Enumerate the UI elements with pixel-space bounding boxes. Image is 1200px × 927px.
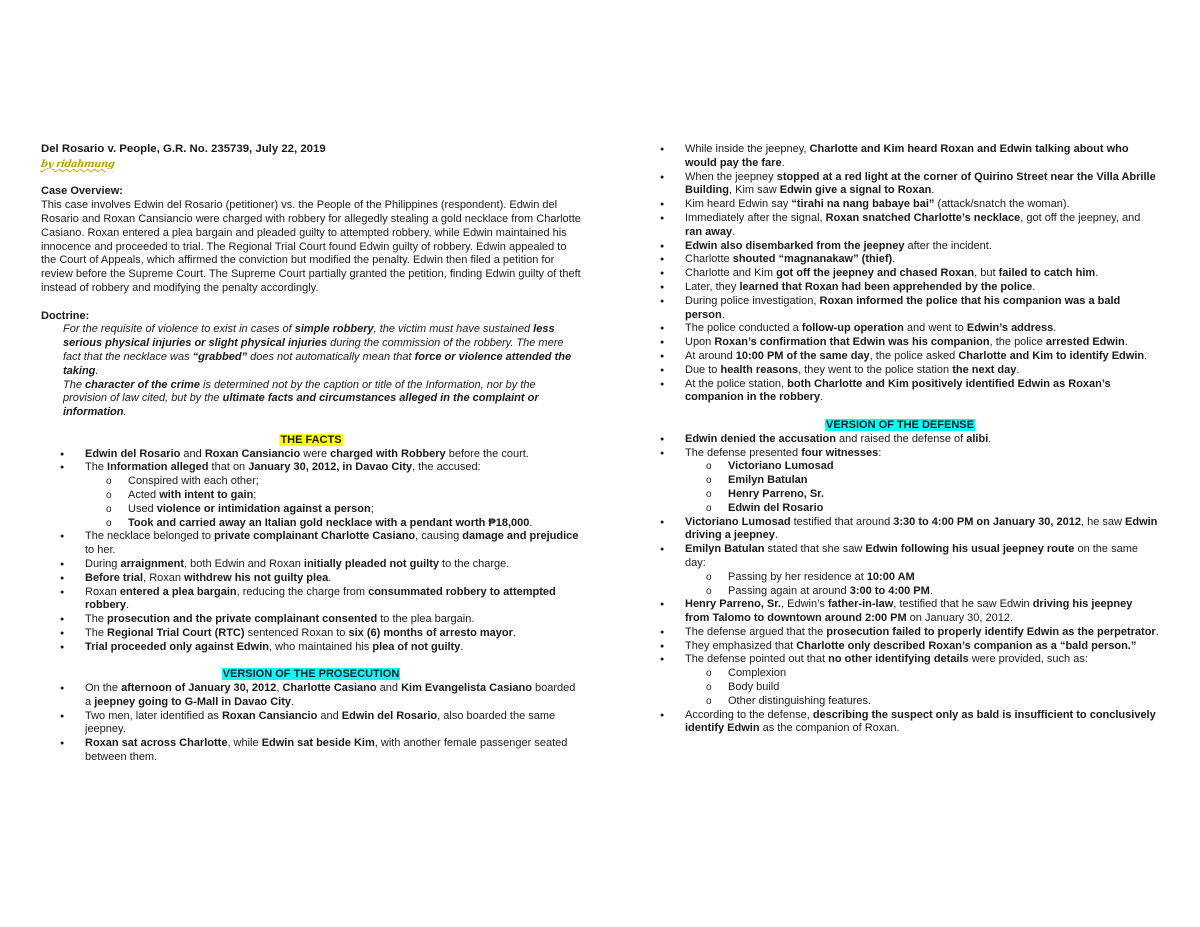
bold-text: four witnesses [801, 446, 879, 459]
list-item [641, 336, 1159, 350]
text: Passing again at around [728, 584, 850, 597]
list-item [641, 198, 1159, 212]
text: , causing [415, 530, 463, 543]
text: and went to [903, 322, 967, 335]
text: . [820, 391, 824, 404]
bold-text: prosecution and the private complainant consented [107, 613, 378, 626]
text: The necklace belonged to [85, 530, 215, 543]
list-item [641, 364, 1159, 378]
bold-text: Roxan Cansiancio [221, 709, 318, 722]
text: , Kim saw [729, 184, 780, 197]
text: . [892, 253, 896, 266]
text: . [125, 599, 130, 612]
bold-text: follow-up operation [801, 322, 904, 335]
bold-text: force or violence attended the taking [63, 350, 572, 377]
list-item [641, 171, 1159, 199]
text: and [376, 682, 402, 695]
bold-text: Roxan Cansiancio [204, 447, 301, 460]
list-item [41, 737, 581, 765]
text: While inside the jeepney, [685, 143, 810, 155]
text: . [1016, 363, 1020, 376]
bold-text: arraignment [120, 557, 185, 570]
text: The defense pointed out that [685, 653, 829, 666]
text: . [328, 571, 332, 584]
bold-text: initially pleaded not guilty [303, 557, 439, 570]
text: Other distinguishing features. [728, 694, 872, 707]
text: during the commission of the robbery. The mere fact that the necklace was [63, 337, 564, 363]
bold-text: Regional Trial Court (RTC) [107, 626, 245, 639]
list-item [41, 627, 581, 641]
text: boarded a [85, 682, 576, 708]
overview-text: This case involves Edwin del Rosario (petitioner) vs. the People of the Philippines (respondent). Edwin del Rosario and Roxan Cansiancio were charged with robbery for allegedly stealing a gold necklace from Charlotte Casiano. Roxan entered a plea bargain and pleaded guilty to attempted robbery, while Edwin maintained his innocence and proceeded to trial. The Regional Trial Court found Edwin guilty of robbery. Edwin appealed to the Court of Appeals, which affirmed the conviction but modified the penalty. Edwin then filed a petition for review before the Supreme Court. The Supreme Court partially granted the petition, finding Edwin guilty of theft instead of robbery and modifying the penalty accordingly. [41, 199, 581, 294]
list-item [641, 447, 1159, 516]
text: , [276, 682, 283, 695]
bold-text: stopped at a red light at the corner of Quirino Street near the Villa Abrille Building [685, 170, 1156, 197]
text: : [878, 446, 882, 459]
text: that on [208, 461, 249, 474]
bold-text: Kim Evangelista Casiano [401, 682, 532, 695]
bold-text: ultimate facts and circumstances alleged in the complaint or information [63, 392, 539, 419]
text: During police investigation, [685, 294, 820, 307]
bold-text: Edwin also disembarked from the jeepney [685, 239, 905, 252]
text: Charlotte and Kim [685, 267, 777, 280]
text: . [529, 516, 533, 529]
list-item [641, 598, 1159, 626]
list-item [641, 240, 1159, 254]
bold-text: character of the crime [85, 378, 200, 391]
bold-text: Before trial [85, 571, 144, 584]
text: . [781, 156, 785, 169]
text: The police conducted a [685, 322, 802, 335]
sub-list [685, 571, 1159, 599]
list-item [641, 143, 1159, 171]
text: , who maintained his [269, 640, 373, 653]
text: Due to [685, 363, 721, 376]
text: , he saw [1080, 515, 1126, 528]
text: Upon [685, 336, 715, 349]
bold-text: Victoriano Lumosad [685, 515, 791, 528]
bold-text: prosecution failed to properly identify Edwin as the perpetrator [826, 625, 1156, 638]
bold-text: Roxan’s confirmation that Edwin was his companion [714, 336, 990, 349]
text: For the requisite of violence to exist in cases of [63, 323, 295, 336]
list-item [41, 461, 581, 530]
text: The defense presented [685, 446, 802, 459]
bold-text: jeepney going to G-Mall in Davao City [94, 695, 291, 708]
text: . [774, 529, 778, 542]
bold-text: Charlotte only described Roxan’s companion as a “bald person.” [796, 639, 1137, 652]
sub-list-item [641, 502, 1159, 516]
text: , with another female passenger seated between them. [85, 737, 568, 764]
text: Kim heard Edwin say [685, 198, 792, 211]
list-item [41, 572, 581, 586]
text: , the victim must have sustained [373, 323, 534, 336]
bold-text: Charlotte Casiano [282, 682, 377, 695]
text: ; [253, 488, 257, 501]
text: . [929, 584, 933, 597]
text: . [1053, 322, 1057, 335]
sub-list-item [641, 667, 1159, 681]
bold-text: less serious physical injuries or slight physical injuries [63, 323, 555, 350]
text: Acted [128, 488, 160, 501]
sub-list [685, 667, 1159, 708]
text: , Edwin’s [781, 598, 828, 611]
sub-list-item [41, 503, 581, 517]
defense-heading-wrap [641, 419, 1159, 433]
text: When the jeepney [685, 170, 777, 183]
facts-heading: THE FACTS [280, 433, 342, 446]
text: . [1095, 267, 1099, 280]
text: Two men, later identified as [85, 709, 222, 722]
text: The defense argued that the [685, 625, 827, 638]
prosecution-list-left [41, 682, 581, 765]
list-item [41, 613, 581, 627]
bold-text: plea of not guilty [372, 640, 461, 653]
author-mark: by ridahmung [40, 158, 116, 170]
bold-text: six (6) months of arresto mayor [348, 626, 513, 639]
bold-text: Roxan snatched Charlotte’s necklace [825, 211, 1021, 224]
text: . [1155, 625, 1159, 638]
text: , got off the jeepney, and [1020, 211, 1141, 224]
text: The [85, 613, 108, 626]
text: testified that around [790, 515, 894, 528]
doctrine-paragraph-2 [41, 379, 581, 420]
text: were provided, such as: [968, 653, 1088, 666]
sub-list [685, 460, 1159, 515]
text: , Roxan [143, 571, 185, 584]
doctrine-heading: Doctrine: [41, 309, 90, 322]
bold-text: 10:00 PM of the same day [735, 349, 870, 362]
text: , the accused: [412, 461, 481, 474]
sub-list [85, 475, 581, 530]
bold-text: Edwin following his usual jeepney route [865, 543, 1075, 556]
text: before the court. [445, 447, 529, 460]
bold-text: Edwin del Rosario [728, 501, 824, 514]
sub-list-item [641, 488, 1159, 502]
bold-text: Victoriano Lumosad [728, 460, 834, 473]
sub-list-item [41, 475, 581, 489]
text: At around [685, 349, 736, 362]
list-item [641, 626, 1159, 640]
sub-list-item [41, 489, 581, 503]
text: as the companion of Roxan. [759, 722, 900, 735]
list-item [641, 709, 1159, 737]
sub-list-item [641, 585, 1159, 599]
bold-text: alibi [966, 432, 989, 445]
list-item [41, 448, 581, 462]
bold-text: the next day [952, 363, 1017, 376]
facts-heading-wrap [41, 434, 581, 448]
sub-list-item [641, 695, 1159, 709]
text: is determined not by the caption or title of the Information, nor by the provision of law cited, but by the [63, 378, 536, 405]
list-item [641, 640, 1159, 654]
text: . [732, 225, 736, 238]
bold-text: simple robbery [294, 323, 374, 336]
prosecution-list-right [641, 143, 1159, 405]
list-item [41, 530, 581, 558]
text: and [317, 709, 342, 722]
bold-text: got off the jeepney and chased Roxan [776, 267, 975, 280]
bold-text: “grabbed” [192, 350, 248, 363]
author-watermark [41, 157, 581, 172]
text: Later, they [685, 280, 740, 293]
bold-text: “tirahi na nang babaye bai” [791, 198, 935, 211]
text: Roxan [85, 585, 120, 598]
bold-text: 3:00 to 4:00 PM [849, 584, 930, 597]
bold-text: charged with Robbery [330, 447, 446, 460]
text: Immediately after the signal, [685, 211, 826, 224]
sub-list-item [641, 460, 1159, 474]
text: On the [85, 682, 122, 695]
list-item [41, 682, 581, 710]
bold-text: both Charlotte and Kim positively identified Edwin as Roxan’s companion in the robbery [685, 377, 1111, 404]
bold-text: withdrew his not guilty plea [184, 571, 329, 584]
text: At the police station, [685, 377, 788, 390]
bold-text: failed to catch him [998, 267, 1096, 280]
bold-text: Charlotte and Kim to identify Edwin [958, 349, 1145, 362]
doctrine-paragraph-1 [41, 323, 581, 378]
text: (attack/snatch the woman). [934, 198, 1070, 211]
facts-list [41, 448, 581, 655]
list-item [641, 212, 1159, 240]
text: . [512, 626, 516, 639]
bold-text: Took and carried away an Italian gold necklace with a pendant worth ₱18,000 [128, 516, 530, 529]
text: The [85, 461, 108, 474]
list-item [641, 253, 1159, 267]
text: Passing by her residence at [728, 570, 867, 583]
list-item [641, 281, 1159, 295]
text: Charlotte [685, 253, 733, 266]
bold-text: describing the suspect only as bald is insufficient to conclusively identify Edwin [685, 708, 1156, 735]
text: . [123, 406, 127, 419]
text: , reducing the charge from [236, 585, 369, 598]
bold-text: violence or intimidation against a person [156, 502, 371, 515]
bold-text: health reasons [720, 363, 799, 376]
list-item [641, 653, 1159, 708]
text: . [291, 695, 295, 708]
text: were [300, 447, 331, 460]
list-item [41, 710, 581, 738]
bold-text: Henry Parreno, Sr. [728, 487, 824, 500]
bold-text: 3:30 to 4:00 PM on January 30, 2012 [893, 515, 1081, 528]
bold-text: arrested Edwin [1045, 336, 1125, 349]
list-item [641, 433, 1159, 447]
text: During [85, 557, 121, 570]
bold-text: consummated robbery to attempted robbery [85, 585, 556, 612]
list-item [41, 586, 581, 614]
bold-text: no other identifying details [828, 653, 969, 666]
list-item [641, 295, 1159, 323]
text: , the police asked [869, 349, 959, 362]
text: . [988, 432, 992, 445]
bold-text: Roxan sat across Charlotte [85, 737, 228, 750]
text: ; [370, 502, 374, 515]
text: , testified that he saw Edwin [893, 598, 1033, 611]
bold-text: Edwin del Rosario [341, 709, 438, 722]
bold-text: learned that Roxan had been apprehended by the police [739, 280, 1033, 293]
bold-text: Emilyn Batulan [685, 543, 765, 556]
text: . [721, 308, 725, 321]
left-column [41, 143, 581, 765]
bold-text: Information alleged [107, 461, 209, 474]
text: . [1124, 336, 1128, 349]
bold-text: ran away [685, 225, 733, 238]
text: to her. [85, 544, 116, 557]
list-item [641, 267, 1159, 281]
text: . [460, 640, 464, 653]
text: Used [128, 502, 157, 515]
list-item [641, 516, 1159, 544]
bold-text: private complainant Charlotte Casiano [214, 530, 416, 543]
sub-list-item [641, 681, 1159, 695]
bold-text: Edwin del Rosario [85, 447, 181, 460]
defense-heading: VERSION OF THE DEFENSE [826, 418, 974, 431]
bold-text: January 30, 2012, in Davao City [248, 461, 413, 474]
bold-text: Edwin give a signal to Roxan [779, 184, 932, 197]
bold-text: driving his jeepney from Talomo to downtown around 2:00 PM [685, 598, 1133, 625]
prosecution-heading: VERSION OF THE PROSECUTION [222, 668, 400, 681]
bold-text: father-in-law [827, 598, 894, 611]
bold-text: Henry Parreno, Sr. [685, 598, 781, 611]
bold-text: Emilyn Batulan [728, 474, 808, 487]
text: to the charge. [438, 557, 510, 570]
text: , both Edwin and Roxan [184, 557, 304, 570]
bold-text: with intent to gain [159, 488, 254, 501]
text: The [85, 626, 108, 639]
text: and [180, 447, 205, 460]
bold-text: Roxan informed the police that his companion was a bald person [685, 294, 1121, 321]
text: . [1032, 280, 1036, 293]
text: does not automatically mean that [247, 350, 415, 363]
list-item [641, 378, 1159, 406]
text: Conspired with each other; [128, 475, 259, 488]
bold-text: entered a plea bargain [119, 585, 237, 598]
bold-text: Edwin denied the accusation [685, 432, 836, 445]
text: and raised the defense of [835, 432, 967, 445]
text: . [95, 364, 99, 377]
bold-text: Charlotte and Kim heard Roxan and Edwin talking about who would pay the fare [685, 143, 1129, 169]
bold-text: Edwin driving a jeepney [685, 515, 1158, 542]
sub-list-item [641, 474, 1159, 488]
prosecution-heading-wrap [41, 668, 581, 682]
right-column [641, 143, 1159, 736]
text: According to the defense, [685, 708, 813, 721]
text: after the incident. [904, 239, 992, 252]
text: . [931, 184, 935, 197]
text: , they went to the police station [798, 363, 953, 376]
defense-list [641, 433, 1159, 737]
text: sentenced Roxan to [244, 626, 349, 639]
list-item [41, 641, 581, 655]
bold-text: Trial proceeded only against Edwin [85, 640, 269, 653]
bold-text: Edwin’s address [966, 322, 1054, 335]
text: on the same day: [685, 543, 1138, 569]
sub-list-item [41, 517, 581, 531]
text: The [63, 378, 86, 391]
text: , while [227, 737, 262, 750]
list-item [641, 322, 1159, 336]
text: stated that she saw [764, 543, 866, 556]
bold-text: shouted “magnanakaw” (thief) [732, 253, 893, 266]
sub-list-item [641, 571, 1159, 585]
text: They emphasized that [685, 639, 797, 652]
text: Complexion [728, 667, 787, 680]
bold-text: damage and prejudice [462, 530, 579, 543]
bold-text: 10:00 AM [866, 570, 915, 583]
text: , also boarded the same jeepney. [85, 709, 556, 736]
text: Body build [728, 681, 780, 694]
text: . [1144, 349, 1148, 362]
text: , but [974, 267, 999, 280]
text: , the police [989, 336, 1046, 349]
overview-heading: Case Overview: [41, 185, 123, 198]
list-item [41, 558, 581, 572]
bold-text: Edwin sat beside Kim [261, 737, 375, 750]
text: on January 30, 2012. [906, 612, 1014, 625]
case-title: Del Rosario v. People, G.R. No. 235739, July 22, 2019 [41, 143, 326, 155]
list-item [641, 350, 1159, 364]
bold-text: afternoon of January 30, 2012 [121, 682, 277, 695]
text: to the plea bargain. [377, 613, 475, 626]
list-item [641, 543, 1159, 598]
